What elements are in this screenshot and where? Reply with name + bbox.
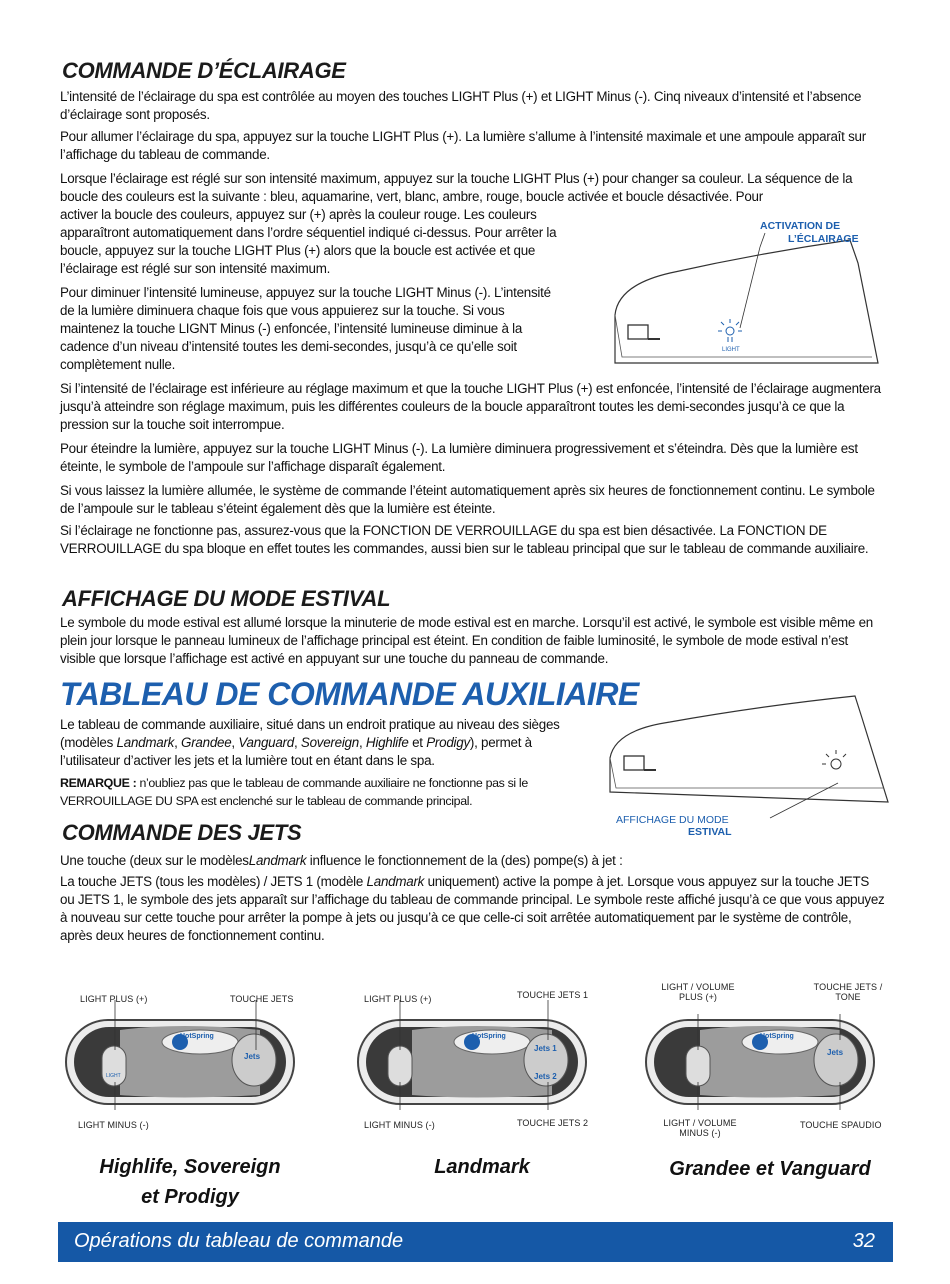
section-title-summer: AFFICHAGE DU MODE ESTIVAL [62,586,391,611]
section-title-jets: COMMANDE DES JETS [62,820,302,845]
paragraph: Pour allumer l’éclairage du spa, appuyez sur la touche LIGHT Plus (+). La lumière s’allume à l’intensité maximale et une ampoule apparaît sur l’affichage du tableau de commande. [60,129,866,162]
model-name: Highlife, Sovereign [99,1156,281,1178]
jets1-button[interactable]: Jets 1 [534,1044,557,1053]
brand-logo: HotSpring [472,1033,506,1040]
paragraph: L’intensité de l’éclairage du spa est contrôlée au moyen des touches LIGHT Plus (+) et LIGHT Minus (-). Cinq niveaux d’intensité et l’absence d’éclairage sont proposés. [60,89,862,122]
panel-highlife [60,980,320,1220]
paragraph: Si vous laissez la lumière allumée, le système de commande l’éteint automatiquement après six heures de fonctionnement continu. Le symbole de l’ampoule sur le tableau s’éteint également dès que la lumière est éteinte. [60,483,875,516]
fig-label: ACTIVATION DE [760,220,841,232]
paragraph: Pour éteindre la lumière, appuyez sur la touche LIGHT Minus (-). La lumière diminuera progressivement et s’éteindra. Dès que la lumière est éteinte, le symbole de l’ampoule sur l’affichage disparaît également. [60,441,858,474]
jets-button[interactable]: Jets [827,1048,844,1057]
section-title-lighting: COMMANDE D’ÉCLAIRAGE [62,58,346,83]
paragraph: Si l’éclairage ne fonctionne pas, assurez-vous que la FONCTION DE VERROUILLAGE du spa est bien désactivée. La FONCTION DE VERROUILLAGE du spa bloque en effet toutes les commandes, aussi bien sur le tableau principal que sur le tableau de commande auxiliaire. [60,523,869,556]
label-jets2: TOUCHE JETS 2 [517,1118,589,1128]
label-light-plus: LIGHT PLUS (+) [80,994,148,1004]
paragraph: Pour diminuer l’intensité lumineuse, appuyez sur la touche LIGHT Minus (-). L’intensité de la lumière diminuera chaque fois que vous appuierez sur la touche. Si vous maintenez la touche LIGNT Minus (-) enfoncée, l’intensité lumineuse diminue à la cadence d’un niveau d’intensité toutes les demi-secondes, jusqu’à ce qu’elle soit complètement nulle. [60,285,551,372]
panel-drawing [60,1000,320,1110]
page-number: 32 [852,1230,875,1252]
label-jets: TOUCHE JETS [230,994,294,1004]
label-jets-tone: TOUCHE JETS / TONE [813,982,883,1002]
model-name: Landmark [434,1156,530,1178]
note: REMARQUE : n’oubliez pas que le tableau de commande auxiliaire ne fonctionne pas si le VERROUILLAGE DU SPA est enclenché sur le tableau de commande principal. [60,776,528,808]
paragraph: Le symbole du mode estival est allumé lorsque la minuterie de mode estival est en marche. Lorsqu’il est activé, le symbole est visible même en plein jour lorsque le panneau lumineux de l’affichage principal est éteint. En condition de faible luminosité, le symbole de mode estival n’est visible que lorsque l’affichage est activé en appuyant sur une touche du panneau de commande. [60,615,873,666]
lighting-figure [610,215,890,375]
panel-drawing [352,1000,612,1110]
footer-title: Opérations du tableau de commande [74,1230,404,1252]
paragraph: Si l’intensité de l’éclairage est inférieure au réglage maximum et que la touche LIGHT Plus (+) est enfoncée, l’intensité de l’éclairage augmentera jusqu’à atteindre son réglage maximum, puis les différentes couleurs de la boucle apparaîtront toutes les demi-secondes jusqu’à ce que la pression sur la touche soit interrompue. [60,381,881,432]
paragraph: activer la boucle des couleurs, appuyez sur (+) après la couleur rouge. Les couleurs apparaîtront automatiquement dans l’ordre séquentiel indiqué ci-dessus. Pour arrêter la boucle, appuyez sur la touche LIGHT Plus (+) alors que la boucle est activée et que l’éclairage est réglé sur son intensité maximum. [60,207,557,276]
model-name: et Prodigy [141,1186,239,1208]
brand-logo: HotSpring [760,1033,794,1040]
panel-drawing [640,1000,900,1110]
label-light-volume-plus: LIGHT / VOLUME PLUS (+) [661,982,735,1002]
footer-bar [58,1222,893,1262]
label-jets1: TOUCHE JETS 1 [517,990,589,1000]
label-spaudio: TOUCHE SPAUDIO [800,1120,882,1130]
paragraph: Le tableau de commande auxiliaire, situé dans un endroit pratique au niveau des sièges (modèles Landmark, Grandee, Vanguard, Sovereign, Highlife et Prodigy), permet à l’utilisateur d’activer les jets et la lumière tout en étant dans le spa. [60,717,560,768]
paragraph: Lorsque l’éclairage est réglé sur son intensité maximum, appuyez sur la touche LIGHT Plus (+) pour changer sa couleur. La séquence de la boucle des couleurs est la suivante : bleu, aquamarine, vert, blanc, ambre, rouge, boucle activée et boucle désactivée. Pour [60,171,853,204]
fig-label: AFFICHAGE DU MODE [616,814,729,826]
paragraph: Une touche (deux sur le modèlesLandmark influence le fonctionnement de la (des) pompe(s) à jet : [60,853,623,868]
light-label: LIGHT [106,1073,121,1079]
section-title-aux: TABLEAU DE COMMANDE AUXILIAIRE [60,676,639,712]
brand-logo: HotSpring [180,1033,214,1040]
summer-figure [600,688,900,838]
label-light-minus: LIGHT MINUS (-) [78,1120,149,1130]
label-light-minus: LIGHT MINUS (-) [364,1120,435,1130]
label-light-plus: LIGHT PLUS (+) [364,994,432,1004]
model-name: Grandee et Vanguard [669,1158,871,1180]
paragraph: La touche JETS (tous les modèles) / JETS 1 (modèle Landmark uniquement) active la pompe à jet. Lorsque vous appuyez sur la touche JETS ou JETS 1, le symbole des jets apparaît sur l’affichage du tableau de commande principal. Le symbole reste affiché jusqu’à ce que vous appuyez à nouveau sur cette touche pour arrêter la pompe à jets ou jusqu’à ce que celle-ci soit arrêtée automatiquement par le système de contrôle, après deux heures de fonctionnement continu. [60,874,885,943]
aux-panels [60,980,900,1220]
jets-button[interactable]: Jets [244,1052,261,1061]
label-light-volume-minus: LIGHT / VOLUME MINUS (-) [663,1118,737,1138]
panel-grandee [640,980,900,1220]
fig-label: L’ÉCLAIRAGE [788,233,859,245]
fig-label: ESTIVAL [688,826,732,838]
light-icon-label: LIGHT [722,347,740,353]
panel-landmark [352,980,612,1220]
jets2-button[interactable]: Jets 2 [534,1072,557,1081]
